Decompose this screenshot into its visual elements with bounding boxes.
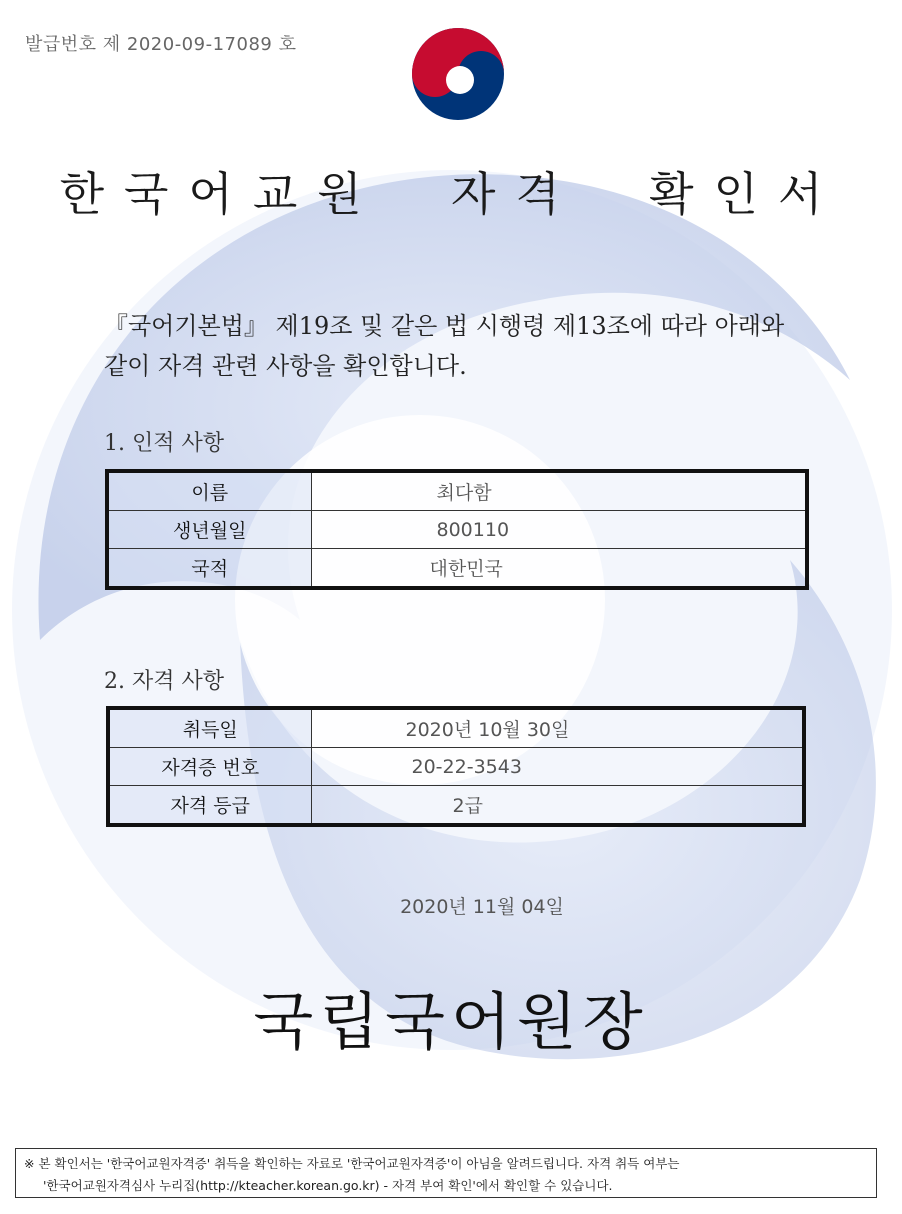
- row-value: 20-22-3543: [311, 748, 804, 786]
- notice-line-2: '한국어교원자격심사 누리집(http://kteacher.korean.go.kr) - 자격 부여 확인'에서 확인할 수 있습니다.: [43, 1178, 613, 1193]
- section-heading-personal: 1. 인적 사항: [104, 431, 224, 456]
- row-value: 2급: [311, 786, 804, 826]
- qualification-table: [106, 706, 806, 827]
- intro-line-2: 같이 자격 관련 사항을 확인합니다.: [104, 352, 467, 380]
- row-label: 자격 등급: [108, 786, 311, 826]
- table-row: [107, 549, 807, 589]
- row-label: 생년월일: [107, 511, 311, 549]
- notice-box: [15, 1148, 877, 1198]
- intro-line-1: 『국어기본법』 제19조 및 같은 법 시행령 제13조에 따라 아래와: [104, 312, 785, 340]
- issue-date: 2020년 11월 04일: [400, 896, 564, 918]
- document-title: 한국어교원 자격 확인서: [59, 167, 843, 221]
- row-label: 취득일: [108, 708, 311, 748]
- row-label: 이름: [107, 471, 311, 511]
- row-value: 대한민국: [311, 549, 807, 589]
- intro-paragraph: [104, 306, 824, 386]
- notice-line-1: ※ 본 확인서는 '한국어교원자격증' 취득을 확인하는 자료로 '한국어교원자격증'이 아님을 알려드립니다. 자격 취득 여부는: [24, 1156, 680, 1171]
- table-row: [108, 786, 804, 826]
- table-row: [108, 708, 804, 748]
- issue-number: 발급번호 제 2020-09-17089 호: [25, 34, 297, 55]
- table-row: [107, 471, 807, 511]
- table-row: [107, 511, 807, 549]
- section-heading-qualification: 2. 자격 사항: [104, 669, 224, 694]
- row-label: 국적: [107, 549, 311, 589]
- table-row: [108, 748, 804, 786]
- personal-info-table: [105, 469, 809, 590]
- row-value: 최다함: [311, 471, 807, 511]
- issuer-name: 국립국어원장: [253, 985, 649, 1058]
- row-value: 2020년 10월 30일: [311, 708, 804, 748]
- taegeuk-emblem: [408, 24, 508, 124]
- row-value: 800110: [311, 511, 807, 549]
- row-label: 자격증 번호: [108, 748, 311, 786]
